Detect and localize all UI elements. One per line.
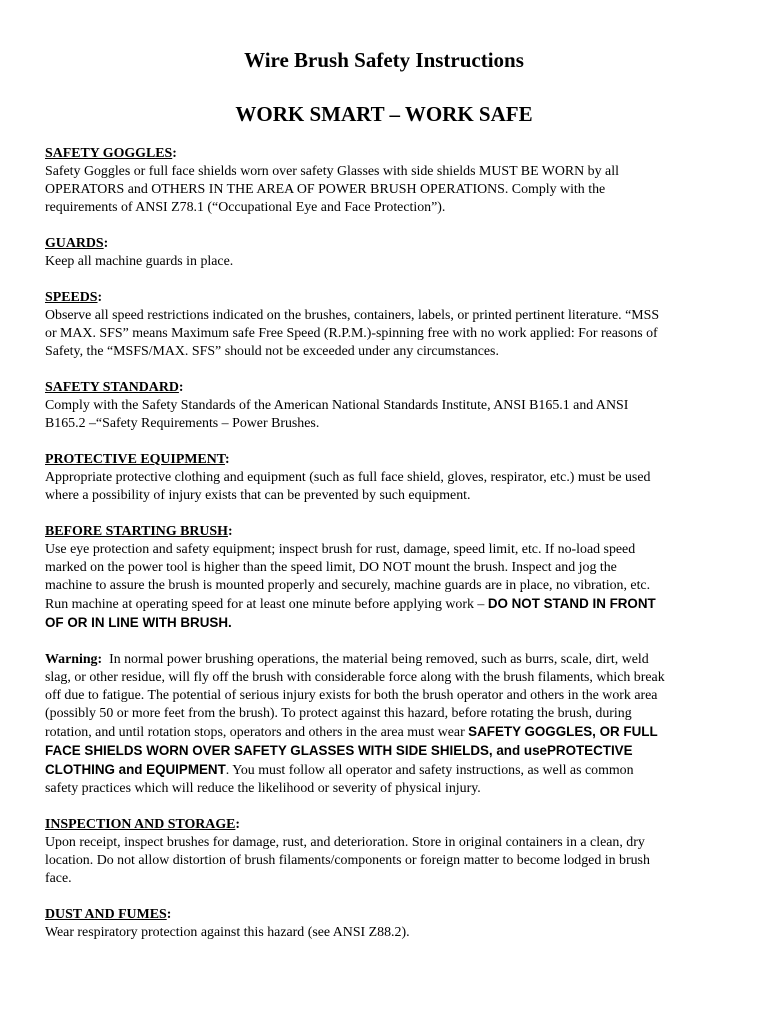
paragraph-line: Keep all machine guards in place. <box>45 254 234 269</box>
section-paragraph <box>45 834 735 888</box>
paragraph-line: OPERATORS and OTHERS IN THE AREA OF POWER BRUSH OPERATIONS. Comply with the <box>45 182 606 197</box>
document-body <box>45 145 735 960</box>
paragraph-line: (possibly 50 or more feet from the brush). To protect against this hazard, before rotating the brush, during <box>45 706 632 721</box>
section-inspection-storage <box>45 816 735 888</box>
section-heading: DUST AND FUMES <box>45 907 167 922</box>
paragraph-line: location. Do not allow distortion of brush filaments/components or foreign matter to become lodged in brush <box>45 853 650 868</box>
section-before-starting-brush <box>45 523 735 633</box>
paragraph-line: safety practices which will reduce the likelihood or severity of physical injury. <box>45 781 481 796</box>
paragraph-line: Safety, the “MSFS/MAX. SFS” should not be exceeded under any circumstances. <box>45 344 499 359</box>
emphasis-text: PROTECTIVE <box>546 743 633 758</box>
section-speeds <box>45 289 735 361</box>
paragraph-line: Upon receipt, inspect brushes for damage, rust, and deterioration. Store in original containers in a clean, dry <box>45 835 645 850</box>
section-safety-standard <box>45 379 735 433</box>
section-heading-line: GUARDS: <box>45 236 109 251</box>
section-heading: PROTECTIVE EQUIPMENT <box>45 452 225 467</box>
paragraph-line: Observe all speed restrictions indicated on the brushes, containers, labels, or printed pertinent literature. “MSS <box>45 308 660 323</box>
section-heading-line: PROTECTIVE EQUIPMENT: <box>45 452 230 467</box>
section-warning <box>45 651 735 798</box>
section-heading: BEFORE STARTING BRUSH <box>45 524 228 539</box>
section-paragraph <box>45 924 735 942</box>
paragraph-line: off due to fatigue. The potential of serious injury exists for both the brush operator and others in the work area <box>45 688 658 703</box>
warning-label: Warning: <box>45 652 103 667</box>
paragraph-line: or MAX. SFS” means Maximum safe Free Speed (R.P.M.)-spinning free with no work applied: For reasons of <box>45 326 658 341</box>
section-heading: SPEEDS <box>45 290 98 305</box>
section-paragraph <box>45 651 735 798</box>
paragraph-line: rotation, and until rotation stops, operators and others in the area must wear SAFETY GOGGLES, OR FULL <box>45 724 658 740</box>
paragraph-line <box>45 742 735 761</box>
section-paragraph <box>45 541 735 633</box>
section-heading-line: DUST AND FUMES: <box>45 907 172 922</box>
paragraph-line: Comply with the Safety Standards of the American National Standards Institute, ANSI B165.1 and ANSI <box>45 398 629 413</box>
section-heading-line: SAFETY GOGGLES: <box>45 146 177 161</box>
paragraph-line: B165.2 –“Safety Requirements – Power Brushes. <box>45 416 320 431</box>
paragraph-line: where a possibility of injury exists that can be prevented by such equipment. <box>45 488 471 503</box>
section-heading: INSPECTION AND STORAGE <box>45 817 236 832</box>
paragraph-line <box>45 614 735 633</box>
paragraph-line: Wear respiratory protection against this hazard (see ANSI Z88.2). <box>45 925 410 940</box>
section-paragraph <box>45 307 735 361</box>
document-title: Wire Brush Safety Instructions <box>244 48 524 72</box>
section-paragraph <box>45 469 735 505</box>
section-heading-line: SAFETY STANDARD: <box>45 380 184 395</box>
paragraph-line: marked on the power tool is higher than the speed limit, DO NOT mount the brush. Inspect and jog the <box>45 560 617 575</box>
paragraph-line: requirements of ANSI Z78.1 (“Occupational Eye and Face Protection”). <box>45 200 446 215</box>
paragraph-line: Appropriate protective clothing and equipment (such as full face shield, gloves, respirator, etc.) must be used <box>45 470 651 485</box>
section-paragraph <box>45 253 735 271</box>
section-heading-line: SPEEDS: <box>45 290 103 305</box>
emphasis-text: FACE SHIELDS WORN OVER SAFETY GLASSES WITH SIDE SHIELDS, and use <box>45 743 547 758</box>
emphasis-text: OF OR IN LINE WITH BRUSH. <box>45 615 232 630</box>
paragraph-line: Use eye protection and safety equipment; inspect brush for rust, damage, speed limit, etc. If no-load speed <box>45 542 636 557</box>
paragraph-line: Run machine at operating speed for at least one minute before applying work – DO NOT STAND IN FRONT <box>45 596 656 612</box>
paragraph-line: machine to assure the brush is mounted properly and securely, machine guards are in place, no vibration, etc. <box>45 578 651 593</box>
section-guards <box>45 235 735 271</box>
section-paragraph <box>45 163 735 217</box>
emphasis-text: DO NOT STAND IN FRONT <box>487 596 656 611</box>
section-heading: GUARDS <box>45 236 104 251</box>
section-heading-line: BEFORE STARTING BRUSH: <box>45 524 233 539</box>
section-heading: SAFETY GOGGLES <box>45 146 173 161</box>
paragraph-line: Safety Goggles or full face shields worn over safety Glasses with side shields MUST BE WORN by all <box>45 164 619 179</box>
emphasis-text: CLOTHING and EQUIPMENT <box>45 762 226 777</box>
section-heading-line: INSPECTION AND STORAGE: <box>45 817 241 832</box>
section-paragraph <box>45 397 735 433</box>
section-protective-equipment <box>45 451 735 505</box>
paragraph-line: face. <box>45 871 72 886</box>
emphasis-text: SAFETY GOGGLES, OR FULL <box>468 724 658 739</box>
paragraph-line: slag, or other residue, will fly off the brush with considerable force along with the brush filaments, which break <box>45 670 665 685</box>
paragraph-line: CLOTHING and EQUIPMENT. You must follow all operator and safety instructions, as well as common <box>45 762 634 778</box>
section-safety-goggles <box>45 145 735 217</box>
section-heading: SAFETY STANDARD <box>45 380 179 395</box>
paragraph-line: Warning: In normal power brushing operations, the material being removed, such as burrs, scale, dirt, weld <box>45 652 649 667</box>
document-subtitle: WORK SMART – WORK SAFE <box>235 102 533 126</box>
section-dust-fumes <box>45 906 735 942</box>
